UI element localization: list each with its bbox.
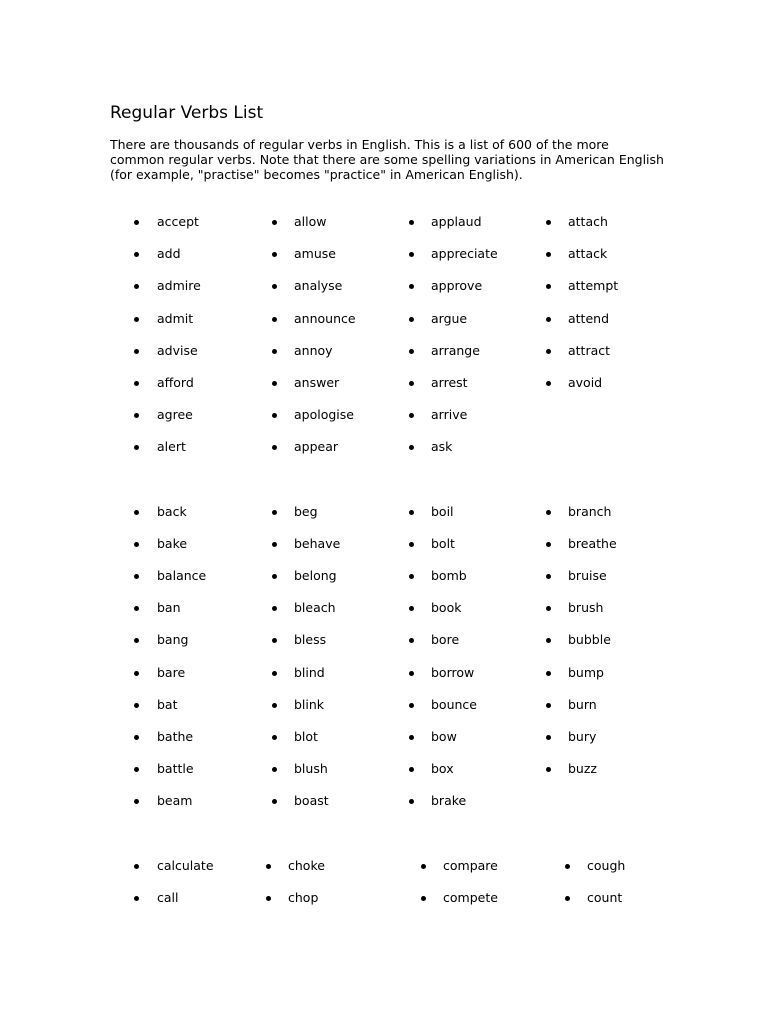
verb-list-item: branch: [568, 504, 612, 519]
bullet-icon: [546, 284, 551, 289]
verb-list-item: bathe: [157, 728, 194, 744]
bullet-icon: [421, 864, 426, 869]
bullet-icon: [266, 864, 271, 869]
verb-list-item: bounce: [431, 696, 477, 712]
bullet-icon: [134, 317, 139, 322]
verb-list-item: bubble: [568, 632, 611, 648]
verb-list-item: brake: [431, 792, 467, 808]
bullet-icon: [134, 799, 139, 804]
verb-list-item: attempt: [568, 278, 619, 294]
verb-list-item: bomb: [431, 568, 467, 584]
bullet-icon: [409, 671, 414, 676]
bullet-icon: [266, 896, 271, 901]
bullet-icon: [546, 349, 551, 354]
bullet-icon: [546, 703, 551, 708]
verb-list-item: advise: [157, 342, 198, 358]
intro-line: There are thousands of regular verbs in English. This is a list of 600 of the more: [110, 137, 609, 152]
bullet-icon: [272, 735, 277, 740]
verb-list-item: beam: [157, 792, 193, 808]
bullet-icon: [546, 671, 551, 676]
verb-list-item: cough: [587, 858, 626, 873]
verb-list-item: bleach: [294, 600, 336, 616]
bullet-icon: [546, 317, 551, 322]
verb-list-item: alert: [157, 439, 186, 455]
verb-list-item: choke: [288, 858, 325, 873]
bullet-icon: [409, 413, 414, 418]
bullet-icon: [421, 896, 426, 901]
bullet-icon: [546, 574, 551, 579]
bullet-icon: [272, 317, 277, 322]
bullet-icon: [409, 510, 414, 515]
verb-list-item: annoy: [294, 342, 333, 358]
verb-list-item: blink: [294, 696, 325, 712]
verb-list-item: bow: [431, 728, 457, 744]
bullet-icon: [272, 220, 277, 225]
bullet-icon: [134, 542, 139, 547]
verb-list-item: boil: [431, 504, 454, 519]
verb-list-item: behave: [294, 536, 341, 552]
bullet-icon: [134, 703, 139, 708]
verb-list-item: battle: [157, 760, 194, 776]
bullet-icon: [134, 767, 139, 772]
verb-list-item: compete: [443, 890, 498, 905]
bullet-icon: [565, 864, 570, 869]
verb-list-item: count: [587, 890, 623, 905]
bullet-icon: [134, 574, 139, 579]
verb-list-item: arrest: [431, 375, 468, 390]
bullet-icon: [409, 606, 414, 611]
bullet-icon: [272, 638, 277, 643]
bullet-icon: [134, 284, 139, 289]
verb-list-item: chop: [288, 890, 319, 905]
bullet-icon: [272, 252, 277, 257]
bullet-icon: [134, 510, 139, 515]
verb-list-item: box: [431, 760, 454, 776]
verb-list-item: borrow: [431, 664, 475, 680]
bullet-icon: [272, 413, 277, 418]
page-title: Regular Verbs List: [110, 103, 264, 123]
verb-list-item: bury: [568, 728, 597, 744]
bullet-icon: [409, 252, 414, 257]
bullet-icon: [134, 349, 139, 354]
verb-list-item: book: [431, 600, 462, 616]
bullet-icon: [409, 381, 414, 386]
bullet-icon: [272, 767, 277, 772]
verb-list-item: breathe: [568, 536, 617, 552]
intro-line: common regular verbs. Note that there are some spelling variations in American English: [110, 152, 664, 167]
verb-list-item: analyse: [294, 278, 343, 294]
bullet-icon: [134, 381, 139, 386]
verb-list-item: blind: [294, 664, 325, 680]
verb-list-item: attach: [568, 214, 608, 229]
bullet-icon: [272, 799, 277, 804]
bullet-icon: [272, 671, 277, 676]
bullet-icon: [546, 767, 551, 772]
verb-list-item: compare: [443, 858, 498, 873]
verb-list-item: bang: [157, 632, 189, 648]
verb-list-item: admire: [157, 278, 201, 294]
bullet-icon: [546, 220, 551, 225]
verb-list-item: applaud: [431, 214, 482, 229]
verb-list-item: bore: [431, 632, 460, 648]
bullet-icon: [546, 735, 551, 740]
verb-list-item: attract: [568, 342, 611, 358]
verb-list-item: blot: [294, 728, 318, 744]
bullet-icon: [409, 284, 414, 289]
verb-list-item: accept: [157, 214, 199, 229]
verb-list-item: agree: [157, 407, 193, 423]
bullet-icon: [134, 220, 139, 225]
verb-list-item: bolt: [431, 536, 455, 552]
bullet-icon: [134, 606, 139, 611]
bullet-icon: [409, 767, 414, 772]
verb-list-item: boast: [294, 792, 329, 808]
bullet-icon: [272, 574, 277, 579]
intro-paragraph: [110, 137, 670, 182]
verb-list-item: call: [157, 890, 179, 905]
bullet-icon: [546, 606, 551, 611]
verb-list-item: announce: [294, 310, 356, 326]
verb-list-item: back: [157, 504, 187, 519]
bullet-icon: [546, 542, 551, 547]
bullet-icon: [272, 284, 277, 289]
bullet-icon: [409, 799, 414, 804]
verb-list-item: bless: [294, 632, 327, 648]
verb-list-item: arrive: [431, 407, 468, 423]
verb-list-item: add: [157, 246, 181, 262]
bullet-icon: [134, 638, 139, 643]
bullet-icon: [409, 349, 414, 354]
verb-list-item: bare: [157, 664, 186, 680]
bullet-icon: [134, 735, 139, 740]
bullet-icon: [409, 574, 414, 579]
bullet-icon: [272, 542, 277, 547]
bullet-icon: [546, 252, 551, 257]
verb-list-item: arrange: [431, 342, 480, 358]
bullet-icon: [134, 252, 139, 257]
bullet-icon: [272, 381, 277, 386]
verb-list-item: admit: [157, 310, 194, 326]
verb-list-item: bat: [157, 696, 178, 712]
verb-list-item: calculate: [157, 858, 214, 873]
verb-list-item: bake: [157, 536, 188, 552]
bullet-icon: [409, 317, 414, 322]
verb-list-item: bump: [568, 664, 604, 680]
bullet-icon: [134, 896, 139, 901]
bullet-icon: [134, 445, 139, 450]
bullet-icon: [546, 638, 551, 643]
bullet-icon: [272, 445, 277, 450]
verb-list-item: belong: [294, 568, 337, 584]
bullet-icon: [272, 703, 277, 708]
verb-list-item: bruise: [568, 568, 607, 584]
verb-list-item: beg: [294, 504, 318, 519]
bullet-icon: [272, 349, 277, 354]
verb-list-item: appear: [294, 439, 339, 455]
verb-list-item: ban: [157, 600, 181, 616]
verb-list-item: answer: [294, 375, 340, 390]
verb-list-item: burn: [568, 696, 597, 712]
bullet-icon: [134, 671, 139, 676]
intro-line: (for example, "practise" becomes "practice" in American English).: [110, 167, 523, 182]
bullet-icon: [546, 381, 551, 386]
verb-list-item: balance: [157, 568, 207, 584]
verb-list-item: appreciate: [431, 246, 498, 262]
verb-list-item: buzz: [568, 760, 597, 776]
bullet-icon: [134, 864, 139, 869]
verb-list-item: argue: [431, 310, 468, 326]
bullet-icon: [272, 510, 277, 515]
verb-list-item: amuse: [294, 246, 336, 262]
verb-list-item: blush: [294, 760, 328, 776]
bullet-icon: [409, 542, 414, 547]
verb-list-item: approve: [431, 278, 483, 294]
verb-list-item: attack: [568, 246, 608, 262]
verb-list-item: ask: [431, 439, 453, 455]
verb-list-item: allow: [294, 214, 327, 229]
bullet-icon: [409, 735, 414, 740]
bullet-icon: [546, 510, 551, 515]
verb-list-item: attend: [568, 310, 610, 326]
bullet-icon: [565, 896, 570, 901]
verb-list-item: afford: [157, 375, 194, 390]
bullet-icon: [409, 638, 414, 643]
verb-list-item: brush: [568, 600, 604, 616]
bullet-icon: [409, 703, 414, 708]
bullet-icon: [409, 445, 414, 450]
bullet-icon: [134, 413, 139, 418]
bullet-icon: [409, 220, 414, 225]
bullet-icon: [272, 606, 277, 611]
verb-list-item: avoid: [568, 375, 603, 390]
verb-list-item: apologise: [294, 407, 354, 423]
